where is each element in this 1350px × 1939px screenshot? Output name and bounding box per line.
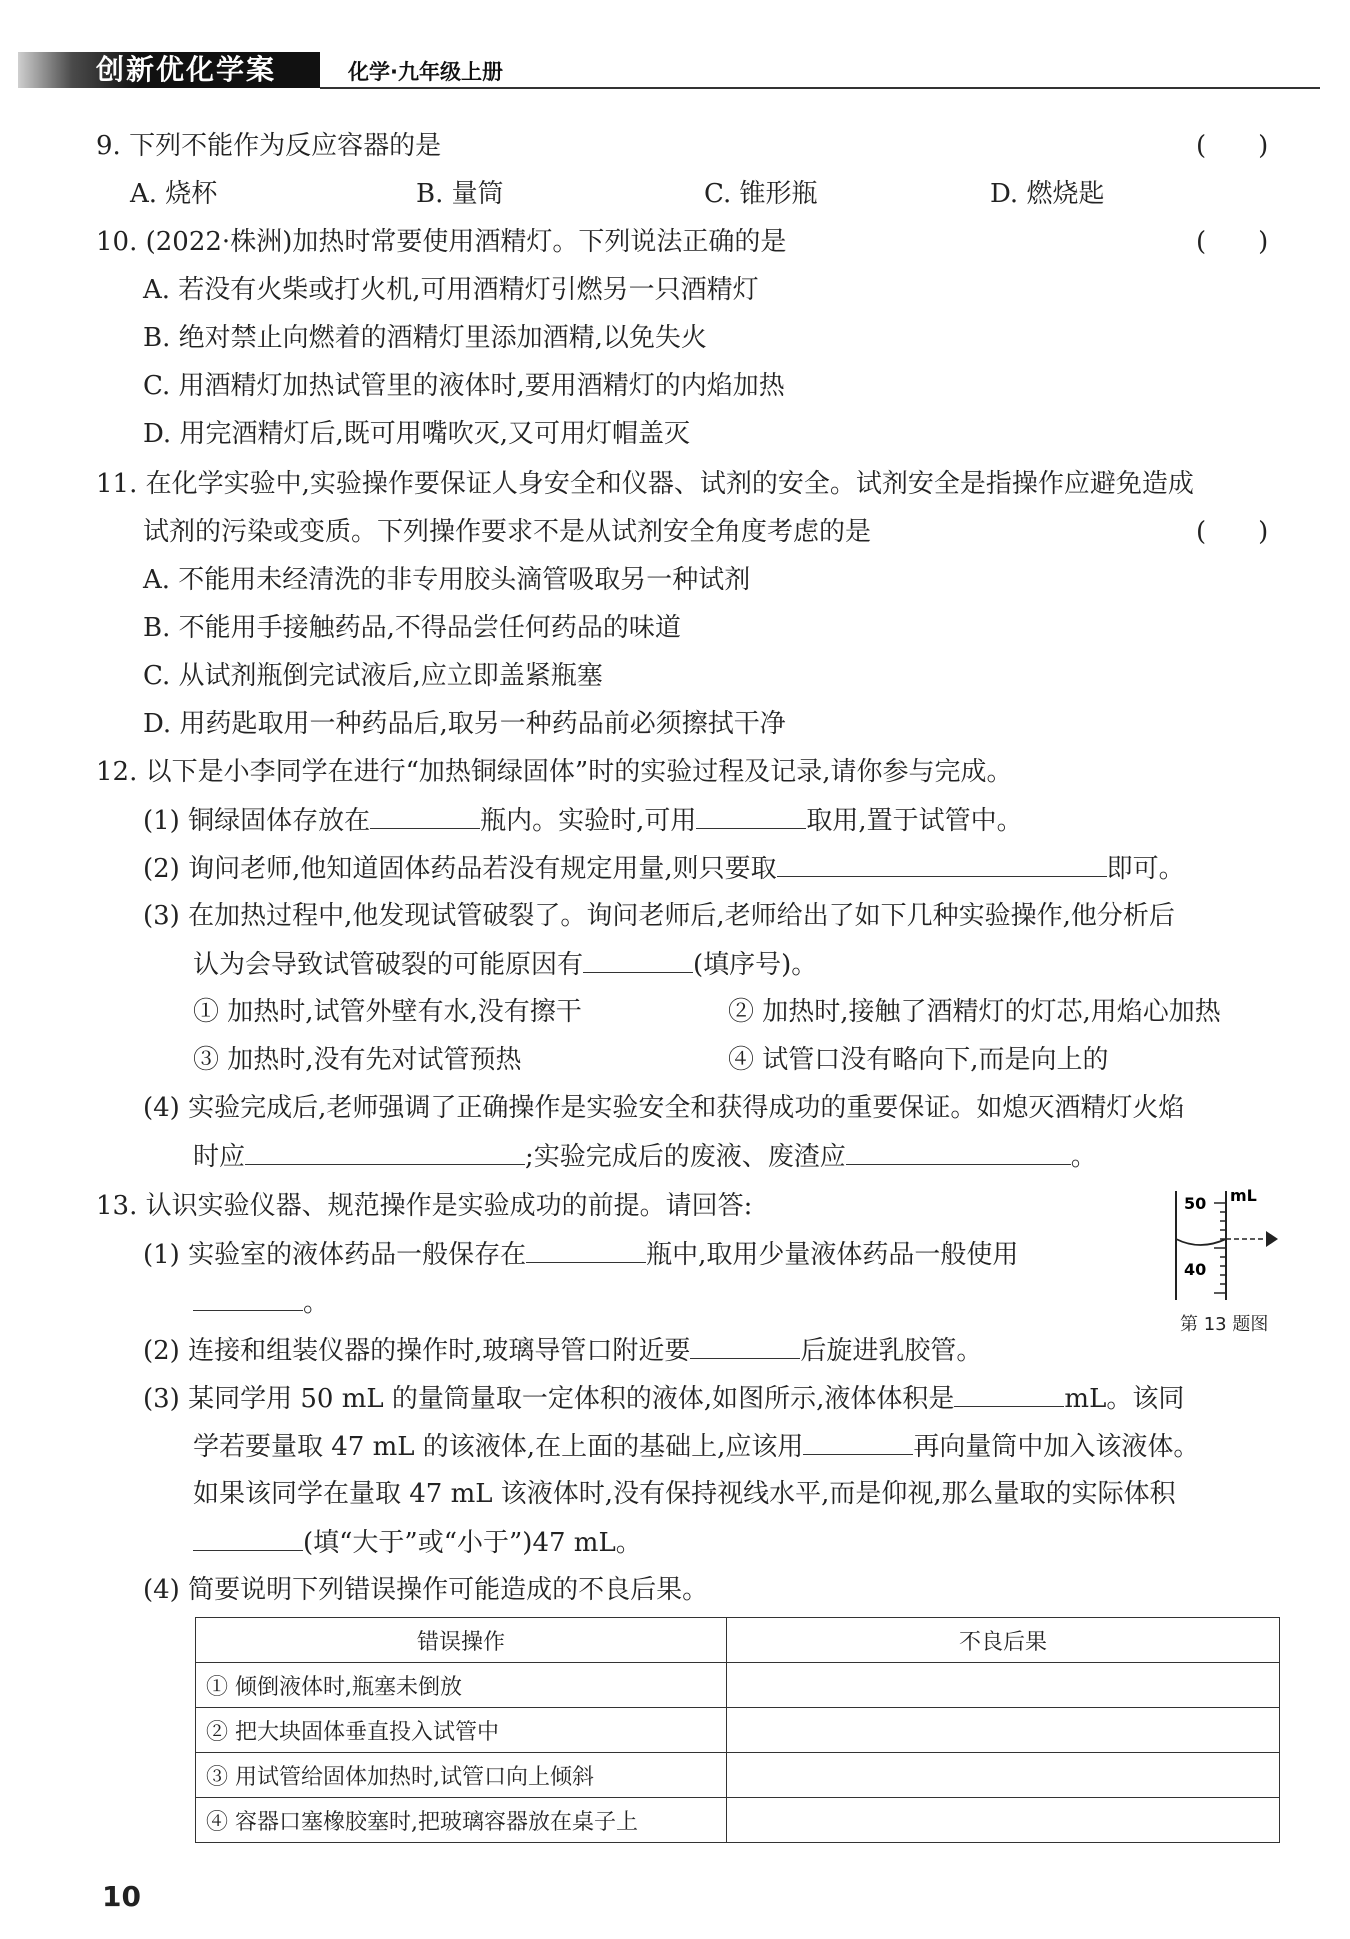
q12-part4-text-d: 。 — [1070, 1142, 1097, 1172]
q13-part3-text-f: (填“大于”或“小于”)47 mL。 — [303, 1528, 642, 1558]
q13-part3-text-c: 学若要量取 47 mL 的该液体,在上面的基础上,应该用 — [193, 1432, 804, 1462]
q12-part4-line1: (4) 实验完成后,老师强调了正确操作是实验安全和获得成功的重要保证。如熄灭酒精灯火焰 — [143, 1093, 1185, 1123]
eye-arrow-icon — [1266, 1231, 1278, 1247]
answer-blank[interactable] — [370, 802, 480, 829]
q13-part1-text-c: 。 — [303, 1288, 330, 1318]
q13-part3-line1 — [143, 1380, 1184, 1417]
tick-label-50: 50 — [1184, 1194, 1207, 1213]
table-cell-answer[interactable] — [727, 1663, 1280, 1708]
q12-part2-text-b: 即可。 — [1106, 854, 1185, 884]
q11-option-b: B. 不能用手接触药品,不得品尝任何药品的味道 — [143, 613, 681, 643]
q10-answer-bracket: ( ) — [1196, 227, 1269, 257]
answer-blank[interactable] — [583, 946, 693, 973]
q11-option-d: D. 用药匙取用一种药品后,取另一种药品前必须擦拭干净 — [143, 709, 786, 739]
subject-title: 化学·九年级上册 — [348, 60, 503, 84]
q9-option-a: A. 烧杯 — [130, 179, 218, 209]
answer-blank[interactable] — [954, 1380, 1064, 1407]
q13-part2 — [143, 1332, 982, 1369]
q11-answer-bracket: ( ) — [1196, 517, 1269, 547]
answer-blank[interactable] — [696, 802, 806, 829]
q12-choice-4: ④ 试管口没有略向下,而是向上的 — [728, 1045, 1109, 1075]
q12-part3-text-c: (填序号)。 — [693, 950, 818, 980]
q12-part2-text-a: (2) 询问老师,他知道固体药品若没有规定用量,则只要取 — [143, 854, 777, 884]
q13-part3-text-d: 再向量筒中加入该液体。 — [913, 1432, 1200, 1462]
q13-part3-line3: 如果该同学在量取 47 mL 该液体时,没有保持视线水平,而是仰视,那么量取的实际体积 — [193, 1479, 1176, 1509]
table-cell-answer[interactable] — [727, 1798, 1280, 1843]
q10-stem: 10. (2022·株洲)加热时常要使用酒精灯。下列说法正确的是 — [96, 227, 787, 257]
page-number: 10 — [102, 1880, 141, 1913]
q12-part1-text-c: 取用,置于试管中。 — [806, 806, 1023, 836]
table-row — [196, 1708, 1280, 1753]
q13-part1-text-a: (1) 实验室的液体药品一般保存在 — [143, 1240, 527, 1270]
q13-part1-line2 — [193, 1284, 329, 1321]
q9-option-c: C. 锥形瓶 — [704, 179, 818, 209]
table-cell-operation: ④ 容器口塞橡胶塞时,把玻璃容器放在桌子上 — [196, 1798, 727, 1843]
answer-blank[interactable] — [193, 1524, 303, 1551]
answer-blank[interactable] — [803, 1428, 913, 1455]
q11-option-a: A. 不能用未经清洗的非专用胶头滴管吸取另一种试剂 — [143, 565, 751, 595]
q13-part4: (4) 简要说明下列错误操作可能造成的不良后果。 — [143, 1575, 709, 1605]
table-cell-operation: ① 倾倒液体时,瓶塞未倒放 — [196, 1663, 727, 1708]
page-header — [18, 52, 1318, 94]
answer-blank[interactable] — [846, 1138, 1071, 1165]
q10-option-d: D. 用完酒精灯后,既可用嘴吹灭,又可用灯帽盖灭 — [143, 419, 690, 449]
table-header-consequence: 不良后果 — [727, 1618, 1280, 1663]
q12-choice-3: ③ 加热时,没有先对试管预热 — [193, 1045, 522, 1075]
q9-option-b: B. 量筒 — [416, 179, 504, 209]
q12-part1-text-a: (1) 铜绿固体存放在 — [143, 806, 371, 836]
q13-stem: 13. 认识实验仪器、规范操作是实验成功的前提。请回答: — [96, 1191, 753, 1221]
q13-part3-line4 — [193, 1524, 642, 1561]
q11-stem-line2: 试剂的污染或变质。下列操作要求不是从试剂安全角度考虑的是 — [143, 517, 872, 547]
q10-option-c: C. 用酒精灯加热试管里的液体时,要用酒精灯的内焰加热 — [143, 371, 785, 401]
tick-label-40: 40 — [1184, 1260, 1207, 1279]
figure-caption: 第 13 题图 — [1180, 1314, 1269, 1335]
table-header-operation: 错误操作 — [196, 1618, 727, 1663]
q13-part1-text-b: 瓶中,取用少量液体药品一般使用 — [646, 1240, 1019, 1270]
table-row — [196, 1663, 1280, 1708]
header-rule — [320, 87, 1320, 89]
q9-stem: 9. 下列不能作为反应容器的是 — [96, 131, 442, 161]
table-cell-operation: ② 把大块固体垂直投入试管中 — [196, 1708, 727, 1753]
answer-blank[interactable] — [526, 1236, 646, 1263]
answer-blank[interactable] — [777, 850, 1107, 877]
q12-part3-line1: (3) 在加热过程中,他发现试管破裂了。询问老师后,老师给出了如下几种实验操作,他分析后 — [143, 901, 1175, 931]
table-cell-answer[interactable] — [727, 1708, 1280, 1753]
graduated-cylinder-figure — [1170, 1185, 1285, 1315]
q13-part3-text-b: mL。该同 — [1064, 1384, 1185, 1414]
q12-part4-text-b: 时应 — [193, 1142, 246, 1172]
q12-part1-text-b: 瓶内。实验时,可用 — [480, 806, 697, 836]
q13-part2-text-b: 后旋进乳胶管。 — [800, 1336, 983, 1366]
q9-option-d: D. 燃烧匙 — [990, 179, 1105, 209]
table-row — [196, 1753, 1280, 1798]
q12-part4-line2 — [193, 1138, 1097, 1175]
answer-blank[interactable] — [690, 1332, 800, 1359]
q13-part3-line2 — [193, 1428, 1199, 1465]
consequence-table — [195, 1617, 1280, 1843]
q12-stem: 12. 以下是小李同学在进行“加热铜绿固体”时的实验过程及记录,请你参与完成。 — [96, 757, 1013, 787]
liquid-meniscus — [1176, 1239, 1226, 1245]
q12-part2 — [143, 850, 1185, 887]
q12-choice-2: ② 加热时,接触了酒精灯的灯芯,用焰心加热 — [728, 997, 1221, 1027]
q12-part3-line2 — [193, 946, 817, 983]
q9-answer-bracket: ( ) — [1196, 131, 1269, 161]
q12-part4-text-c: ;实验完成后的废液、废渣应 — [525, 1142, 846, 1172]
table-header-row — [196, 1618, 1280, 1663]
q10-option-a: A. 若没有火柴或打火机,可用酒精灯引燃另一只酒精灯 — [143, 275, 759, 305]
answer-blank[interactable] — [245, 1138, 525, 1165]
table-row — [196, 1798, 1280, 1843]
q11-option-c: C. 从试剂瓶倒完试液后,应立即盖紧瓶塞 — [143, 661, 603, 691]
brand-banner: 创新优化学案 — [18, 52, 320, 88]
q13-part1-line1 — [143, 1236, 1018, 1273]
cylinder-ticks — [1214, 1203, 1226, 1293]
unit-label: mL — [1230, 1186, 1257, 1205]
table-cell-operation: ③ 用试管给固体加热时,试管口向上倾斜 — [196, 1753, 727, 1798]
q12-part3-text-b: 认为会导致试管破裂的可能原因有 — [193, 950, 584, 980]
q13-part2-text-a: (2) 连接和组装仪器的操作时,玻璃导管口附近要 — [143, 1336, 691, 1366]
q11-stem-line1: 11. 在化学实验中,实验操作要保证人身安全和仪器、试剂的安全。试剂安全是指操作应避免造成 — [96, 469, 1194, 499]
q12-part1 — [143, 802, 1023, 839]
q10-option-b: B. 绝对禁止向燃着的酒精灯里添加酒精,以免失火 — [143, 323, 707, 353]
q12-choice-1: ① 加热时,试管外壁有水,没有擦干 — [193, 997, 582, 1027]
table-cell-answer[interactable] — [727, 1753, 1280, 1798]
q13-part3-text-a: (3) 某同学用 50 mL 的量筒量取一定体积的液体,如图所示,液体体积是 — [143, 1384, 955, 1414]
answer-blank[interactable] — [193, 1284, 303, 1311]
